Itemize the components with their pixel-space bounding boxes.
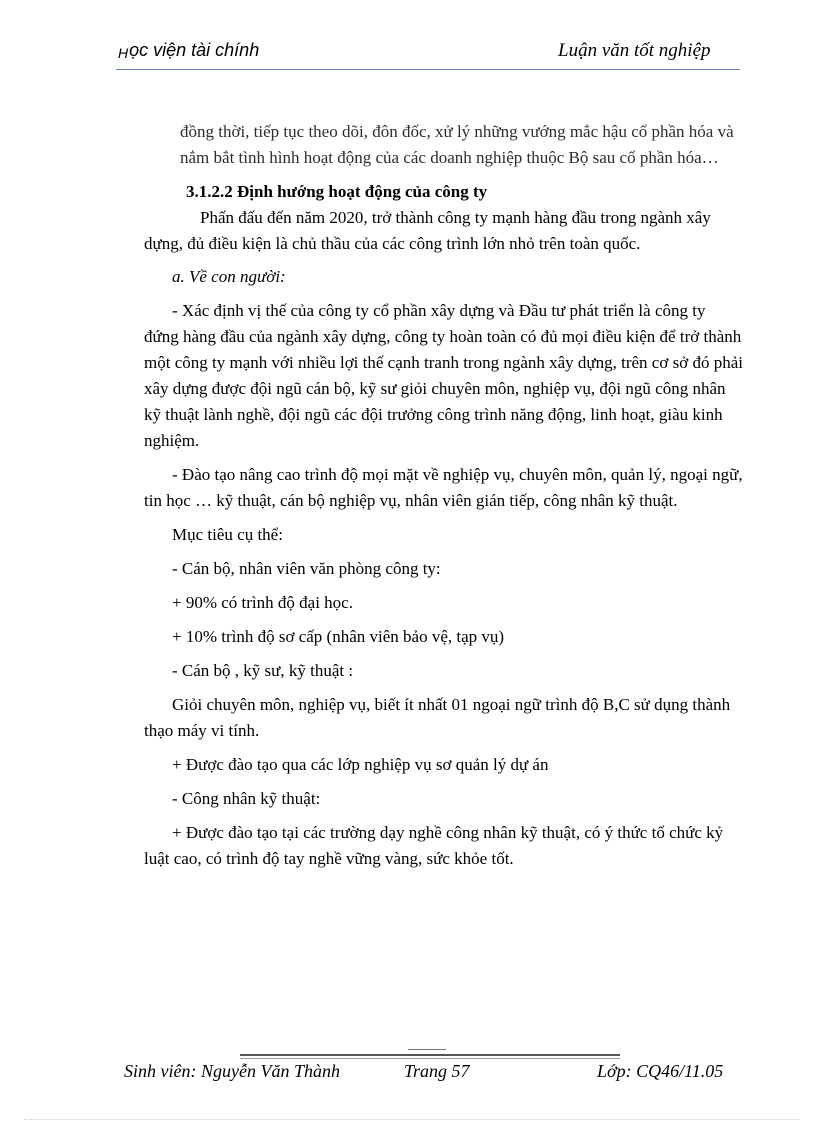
footer-rule-thin [240, 1058, 620, 1059]
section-title: 3.1.2.2 Định hướng hoạt động của công ty [186, 182, 488, 201]
footer-rule-thick [240, 1054, 620, 1056]
footer-page-number: Trang 57 [404, 1061, 470, 1081]
section-intro: Phấn đấu đến năm 2020, trở thành công ty mạnh hàng đầu trong ngành xây dựng, đủ điều kiện là chủ thầu của các công trình lớn nhỏ trên toàn quốc. [144, 208, 711, 253]
footer-class: Lớp: CQ46/11.05 [597, 1061, 724, 1081]
document-body [144, 119, 744, 872]
paragraph-position: - Xác định vị thế của công ty cổ phần xây dựng và Đầu tư phát triển là công ty đứng hàng đầu của ngành xây dựng, công ty hoàn toàn có đủ mọi điều kiện để trở thành một công ty mạnh với nhiều lợi thế cạnh tranh trong ngành xây dựng, trên cơ sở đó phải xây dựng được đội ngũ cán bộ, kỹ sư giỏi chuyên môn, nghiệp vụ, đội ngũ công nhân kỹ thuật lành nghề, đội ngũ các đội trưởng công trình năng động, linh hoạt, giàu kinh nghiệm. [144, 301, 743, 450]
paragraph-goals: Mục tiêu cụ thể: [172, 525, 283, 544]
footer-rule [240, 1049, 620, 1061]
paragraph-university: + 90% có trình độ đại học. [172, 593, 353, 612]
paragraph-project-training: + Được đào tạo qua các lớp nghiệp vụ sơ quản lý dự án [172, 755, 549, 774]
paragraph-skills: Giỏi chuyên môn, nghiệp vụ, biết ít nhất 01 ngoại ngữ trình độ B,C sử dụng thành thạo máy vi tính. [144, 695, 731, 740]
paragraph-training: - Đào tạo nâng cao trình độ mọi mặt về nghiệp vụ, chuyên môn, quản lý, ngoại ngữ, tin học … kỹ thuật, cán bộ nghiệp vụ, nhân viên gián tiếp, công nhân kỹ thuật. [144, 465, 743, 510]
continuation-paragraph: đồng thời, tiếp tục theo dõi, đôn đốc, xử lý những vướng mắc hậu cổ phần hóa và nắm bắt tình hình hoạt động của các doanh nghiệp thuộc Bộ sau cổ phần hóa… [180, 122, 734, 167]
header-school-initial: H [118, 45, 129, 61]
paragraph-elementary: + 10% trình độ sơ cấp (nhân viên bảo vệ, tạp vụ) [172, 627, 505, 646]
subheading: a. Về con người: [172, 267, 286, 286]
header-school-text: ọc viện tài chính [129, 40, 260, 60]
header-document-type: Luận văn tốt nghiệp [558, 40, 711, 61]
paragraph-workers: - Công nhân kỹ thuật: [172, 789, 321, 808]
paragraph-vocational: + Được đào tạo tại các trường dạy nghề công nhân kỹ thuật, có ý thức tổ chức kỷ luật cao, có trình độ tay nghề vững vàng, sức khỏe tốt. [144, 823, 724, 868]
paragraph-office-staff: - Cán bộ, nhân viên văn phòng công ty: [172, 559, 441, 578]
footer-student: Sinh viên: Nguyễn Văn Thành [124, 1061, 340, 1081]
paragraph-engineers: - Cán bộ , kỹ sư, kỹ thuật : [172, 661, 354, 680]
header-school-name [118, 40, 259, 61]
header-rule [116, 69, 740, 70]
page-edge [24, 1119, 800, 1120]
footer-rule-short [408, 1049, 446, 1050]
